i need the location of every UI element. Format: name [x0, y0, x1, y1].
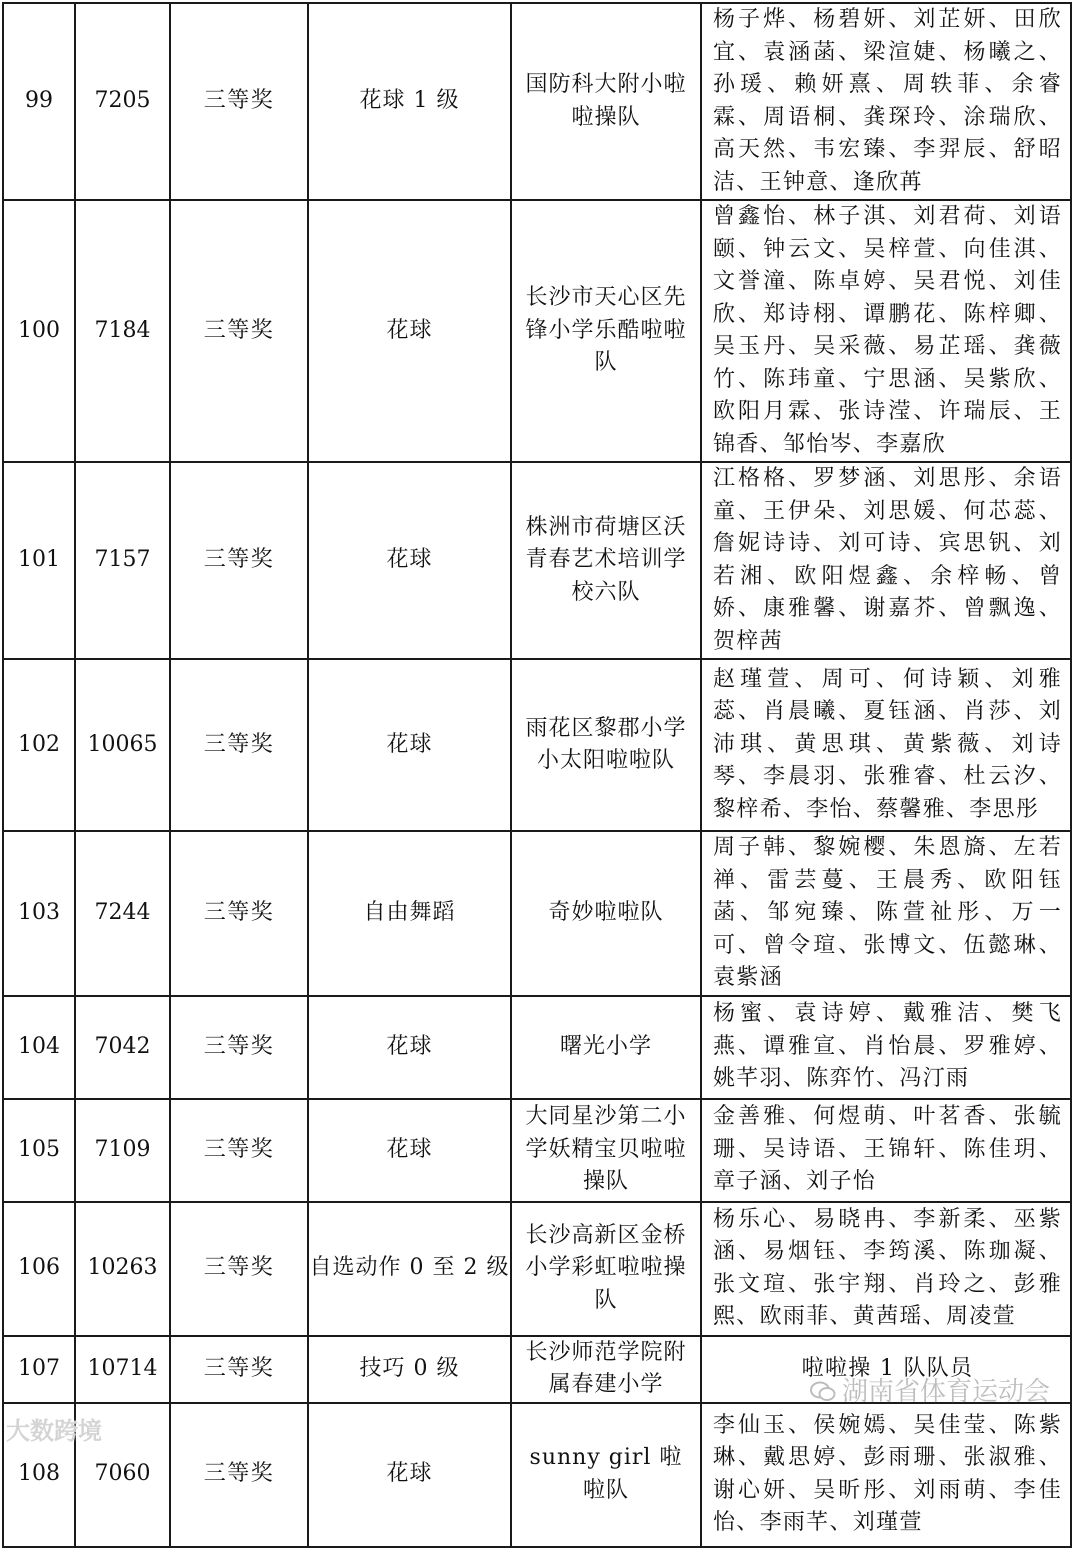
- member-names: 啦啦操 1 队队员: [701, 1336, 1071, 1403]
- table-row: [3, 659, 1071, 831]
- awards-table-body: [3, 3, 1071, 1547]
- row-number: 106: [3, 1202, 75, 1336]
- team-name: 长沙高新区金桥小学彩虹啦啦操队: [511, 1202, 701, 1336]
- row-number: 105: [3, 1099, 75, 1202]
- entry-code: 7060: [75, 1403, 170, 1547]
- member-names: 江格格、罗梦涵、刘思彤、余语童、王伊朵、刘思媛、何芯蕊、詹妮诗诗、刘可诗、宾思钒、刘若湘、欧阳煜鑫、余梓畅、曾娇、康雅馨、谢嘉芥、曾飘逸、贺梓茜: [701, 462, 1071, 659]
- table-row: [3, 1202, 1071, 1336]
- watermark-left: [6, 1411, 102, 1446]
- category: 花球: [308, 659, 511, 831]
- entry-code: 10065: [75, 659, 170, 831]
- member-names: 杨蜜、袁诗婷、戴雅洁、樊飞燕、谭雅宣、肖怡晨、罗雅婷、姚芊羽、陈弈竹、冯汀雨: [701, 996, 1071, 1099]
- category: 花球: [308, 200, 511, 462]
- prize-level: 三等奖: [170, 1403, 308, 1547]
- category: 技巧 0 级: [308, 1336, 511, 1403]
- prize-level: 三等奖: [170, 996, 308, 1099]
- category: 花球: [308, 1403, 511, 1547]
- table-row: [3, 1099, 1071, 1202]
- row-number: 102: [3, 659, 75, 831]
- prize-level: 三等奖: [170, 659, 308, 831]
- team-name: 大同星沙第二小学妖精宝贝啦啦操队: [511, 1099, 701, 1202]
- row-number: 108: [3, 1403, 75, 1547]
- table-row: [3, 831, 1071, 996]
- prize-level: 三等奖: [170, 3, 308, 200]
- table-row: [3, 3, 1071, 200]
- member-names: 李仙玉、侯婉嫣、吴佳莹、陈紫琳、戴思婷、彭雨珊、张淑雅、谢心妍、吴昕彤、刘雨萌、李佳怡、李雨芊、刘瑾萱: [701, 1403, 1071, 1547]
- prize-level: 三等奖: [170, 1336, 308, 1403]
- table-row: [3, 996, 1071, 1099]
- table-row: [3, 1403, 1071, 1547]
- entry-code: 10263: [75, 1202, 170, 1336]
- awards-table: [2, 2, 1072, 1548]
- entry-code: 7205: [75, 3, 170, 200]
- entry-code: 7184: [75, 200, 170, 462]
- row-number: 107: [3, 1336, 75, 1403]
- entry-code: 7109: [75, 1099, 170, 1202]
- team-name: 长沙市天心区先锋小学乐酷啦啦队: [511, 200, 701, 462]
- team-name: 长沙师范学院附属春建小学: [511, 1336, 701, 1403]
- team-name: 曙光小学: [511, 996, 701, 1099]
- prize-level: 三等奖: [170, 462, 308, 659]
- category: 自由舞蹈: [308, 831, 511, 996]
- entry-code: 7244: [75, 831, 170, 996]
- category: 花球: [308, 1099, 511, 1202]
- table-row: [3, 462, 1071, 659]
- member-names: 赵瑾萱、周可、何诗颖、刘雅蕊、肖晨曦、夏钰涵、肖莎、刘沛琪、黄思琪、黄紫薇、刘诗琴、李晨羽、张雅睿、杜云汐、黎梓希、李怡、蔡馨雅、李思彤: [701, 659, 1071, 831]
- entry-code: 10714: [75, 1336, 170, 1403]
- category: 花球: [308, 996, 511, 1099]
- table-row: [3, 200, 1071, 462]
- team-name: 奇妙啦啦队: [511, 831, 701, 996]
- row-number: 101: [3, 462, 75, 659]
- category: 自选动作 0 至 2 级: [308, 1202, 511, 1336]
- member-names: 杨子烨、杨碧妍、刘芷妍、田欣宜、袁涵菡、梁渲婕、杨曦之、孙瑗、赖妍熹、周轶菲、余睿霖、周语桐、龚琛玲、涂瑞欣、高天然、韦宏臻、李羿辰、舒昭洁、王钟意、逢欣苒: [701, 3, 1071, 200]
- entry-code: 7042: [75, 996, 170, 1099]
- entry-code: 7157: [75, 462, 170, 659]
- prize-level: 三等奖: [170, 831, 308, 996]
- row-number: 103: [3, 831, 75, 996]
- category: 花球 1 级: [308, 3, 511, 200]
- watermark-left-text: 大数跨境: [6, 1417, 102, 1445]
- prize-level: 三等奖: [170, 1202, 308, 1336]
- row-number: 99: [3, 3, 75, 200]
- watermark-right: [810, 1371, 1050, 1408]
- wechat-icon: [810, 1380, 836, 1402]
- team-name: sunny girl 啦啦队: [511, 1403, 701, 1547]
- prize-level: 三等奖: [170, 1099, 308, 1202]
- team-name: 雨花区黎郡小学小太阳啦啦队: [511, 659, 701, 831]
- row-number: 104: [3, 996, 75, 1099]
- member-names: 曾鑫怡、林子淇、刘君荷、刘语颐、钟云文、吴梓萱、向佳淇、文誉潼、陈卓婷、吴君悦、刘佳欣、郑诗栩、谭鹏花、陈梓卿、吴玉丹、吴采薇、易芷瑶、龚薇竹、陈玮童、宁思涵、吴紫欣、欧阳月霖、张诗滢、许瑞辰、王锦香、邹怡岑、李嘉欣: [701, 200, 1071, 462]
- member-names: 杨乐心、易晓冉、李新柔、巫紫涵、易烟钰、李筠溪、陈珈凝、张文瑄、张宇翔、肖玲之、彭雅熙、欧雨菲、黄茜瑶、周凌萱: [701, 1202, 1071, 1336]
- category: 花球: [308, 462, 511, 659]
- watermark-right-text: 湖南省体育运动会: [841, 1377, 1050, 1407]
- prize-level: 三等奖: [170, 200, 308, 462]
- team-name: 国防科大附小啦啦操队: [511, 3, 701, 200]
- row-number: 100: [3, 200, 75, 462]
- member-names: 金善雅、何煜萌、叶茗香、张毓珊、吴诗语、王锦轩、陈佳玥、章子涵、刘子怡: [701, 1099, 1071, 1202]
- member-names: 周子韩、黎婉樱、朱恩旖、左若禅、雷芸蔓、王晨秀、欧阳钰菡、邹宛臻、陈萱祉彤、万一可、曾令瑄、张博文、伍懿琳、袁紫涵: [701, 831, 1071, 996]
- team-name: 株洲市荷塘区沃青春艺术培训学校六队: [511, 462, 701, 659]
